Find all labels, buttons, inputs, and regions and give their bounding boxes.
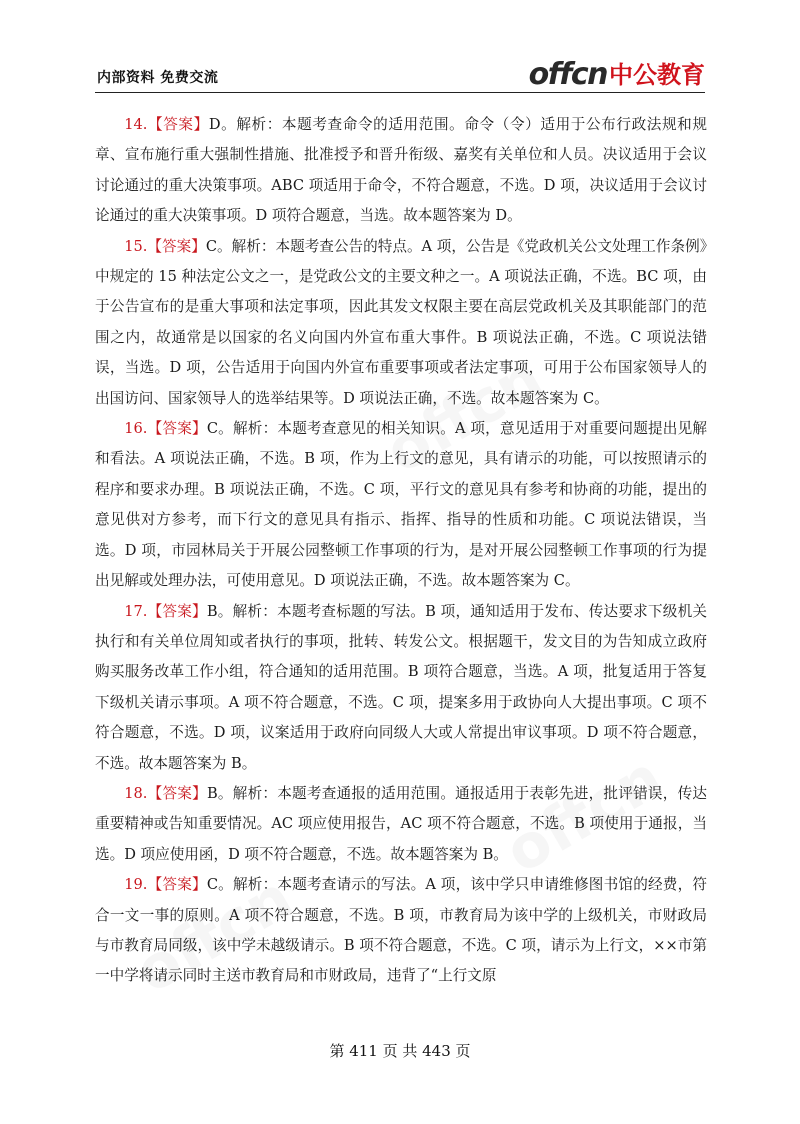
logo-en-text: offcn <box>528 57 607 92</box>
answer-text: C。解析：本题考查意见的相关知识。A 项，意见适用于对重要问题提出见解和看法。A 项说法正确，不选。B 项，作为上行文的意见，具有请示的功能，可以按照请示的程序和要求办理。B 项说法正确，不选。C 项，平行文的意见具有参考和协商的功能，提出的意见供对方参考，而下行文的意见具有指示、指挥、指导的性质和功能。C 项说法错误，当选。D 项，市园林局关于开展公园整顿工作事项的行为，是对开展公园整顿工作事项的行为提出见解或处理办法，可使用意见。D 项说法正确，不选。故本题答案为 C。 <box>95 420 707 590</box>
answer-label: 18.【答案】 <box>124 784 207 802</box>
answer-text: C。解析：本题考查公告的特点。A 项，公告是《党政机关公文处理工作条例》中规定的 15 种法定公文之一，是党政公文的主要文种之一。A 项说法正确，不选。BC 项，由于公告宣布的是重大事项和法定事项，因此其发文权限主要在高层党政机关及其职能部门的范围之内，故通常是以国家的名义向国内外宣布重大事件。B 项说法正确，不选。C 项说法错误，当选。D 项，公告适用于向国内外宣布重要事项或者法定事项，可用于公布国家领导人的出国访问、国家领导人的选举结果等。D 项说法正确，不选。故本题答案为 C。 <box>95 237 707 407</box>
answer-label: 16.【答案】 <box>124 420 207 438</box>
answer-paragraph <box>95 232 707 414</box>
answer-content <box>95 110 707 992</box>
page-number: 第 411 页 共 443 页 <box>329 1042 471 1060</box>
answer-paragraph <box>95 414 707 596</box>
page-header <box>95 56 705 93</box>
answer-text: C。解析：本题考查请示的写法。A 项，该中学只申请维修图书馆的经费，符合一文一事的原则。A 项不符合题意，不选。B 项，市教育局为该中学的上级机关，市财政局与市教育局同级，该中学未越级请示。B 项不符合题意，不选。C 项，请示为上行文，××市第一中学将请示同时主送市教育局和市财政局，违背了“上行文原 <box>95 876 707 985</box>
logo-cn-text: 中公教育 <box>609 61 705 89</box>
answer-paragraph <box>95 870 707 992</box>
answer-label: 17.【答案】 <box>124 602 207 620</box>
answer-text: D。解析：本题考查命令的适用范围。命令（令）适用于公布行政法规和规章、宣布施行重大强制性措施、批准授予和晋升衔级、嘉奖有关单位和人员。决议适用于会议讨论通过的重大决策事项。ABC 项适用于命令，不符合题意，不选。D 项，决议适用于会议讨论通过的重大决策事项。D 项符合题意，当选。故本题答案为 D。 <box>95 116 707 225</box>
answer-label: 15.【答案】 <box>124 237 206 255</box>
answer-label: 14.【答案】 <box>124 116 209 133</box>
offcn-logo <box>529 58 705 90</box>
answer-text: B。解析：本题考查通报的适用范围。通报适用于表彰先进，批评错误，传达重要精神或告知重要情况。AC 项应使用报告，AC 项不符合题意，不选。B 项使用于通报，当选。D 项应使用函，D 项不符合题意，不选。故本题答案为 B。 <box>95 784 707 863</box>
answer-paragraph <box>95 779 707 870</box>
answer-text: B。解析：本题考查标题的写法。B 项，通知适用于发布、传达要求下级机关执行和有关单位周知或者执行的事项，批转、转发公文。根据题干，发文目的为告知成立政府购买服务改革工作小组，符合通知的适用范围。B 项符合题意，当选。A 项，批复适用于答复下级机关请示事项。A 项不符合题意，不选。C 项，提案多用于政协向人大提出事项。C 项不符合题意，不选。D 项，议案适用于政府向同级人大或人常提出审议事项。D 项不符合题意，不选。故本题答案为 B。 <box>95 602 707 772</box>
answer-paragraph <box>95 597 707 779</box>
answer-label: 19.【答案】 <box>124 876 207 894</box>
header-note: 内部资料 免费交流 <box>97 70 219 86</box>
answer-paragraph <box>95 110 707 232</box>
